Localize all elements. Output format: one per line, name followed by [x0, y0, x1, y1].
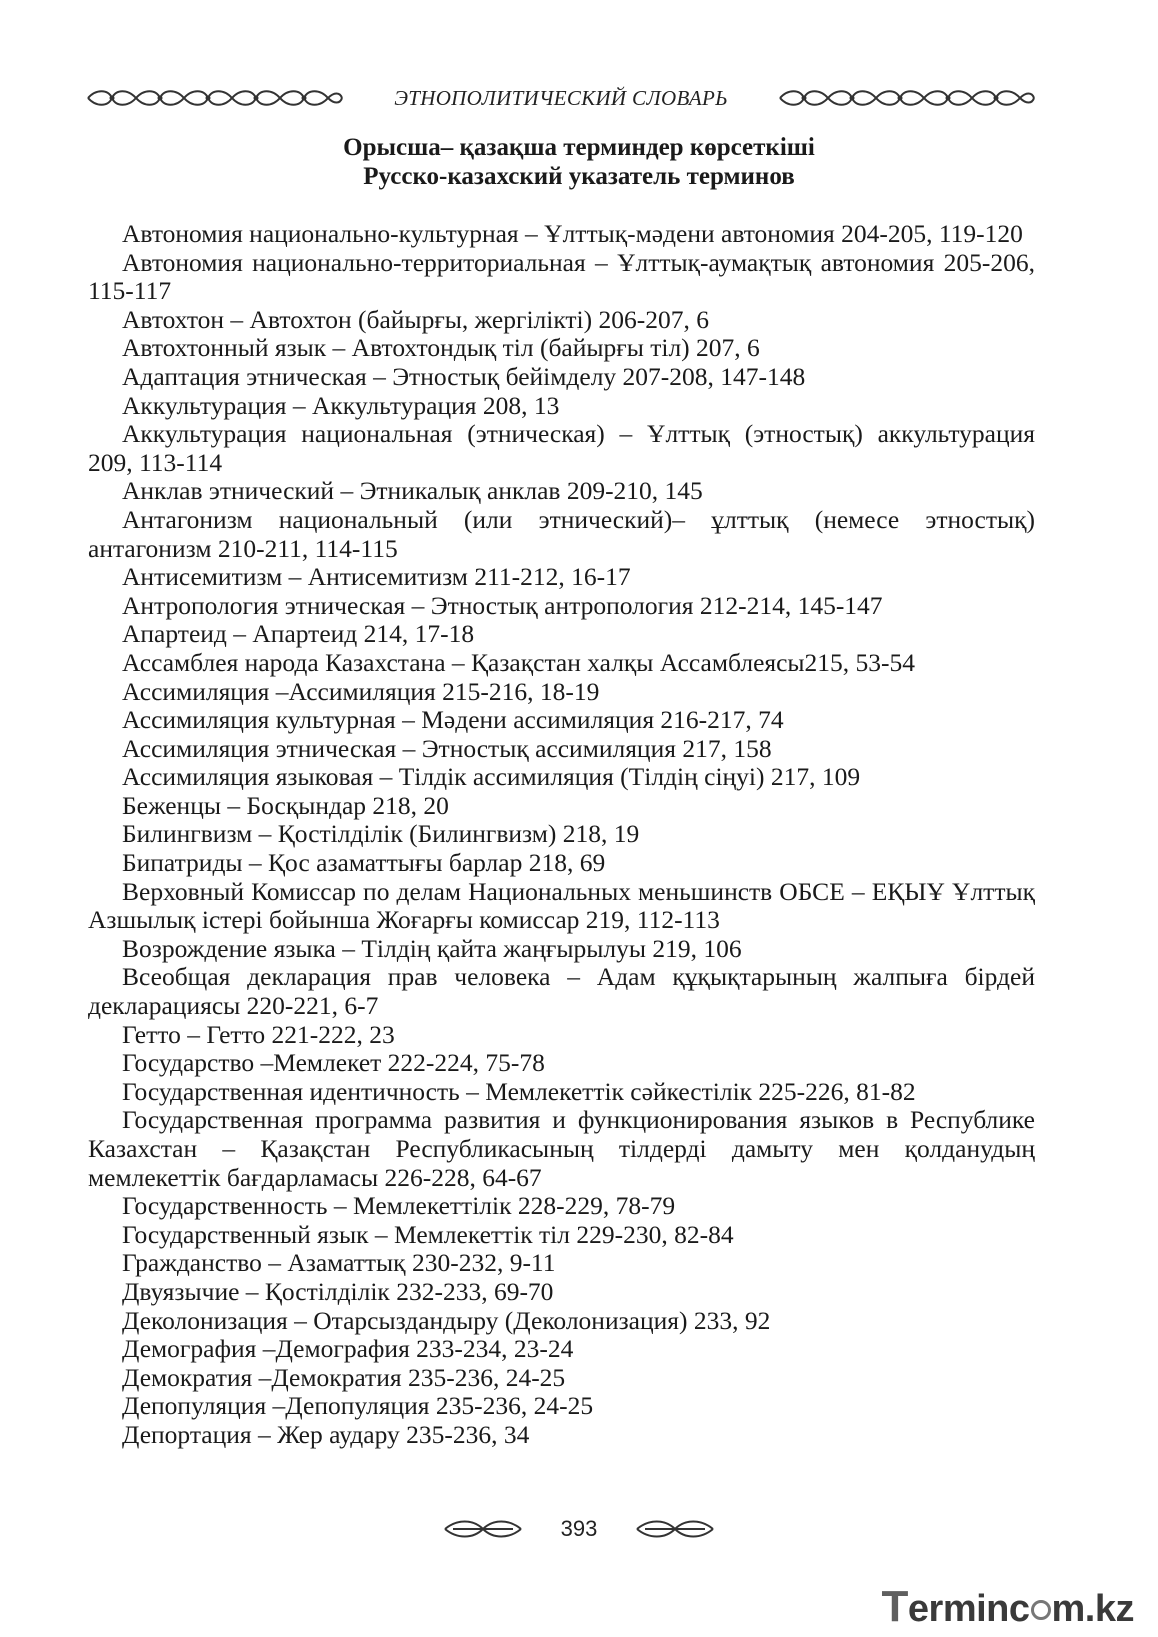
index-entry: Беженцы – Босқындар 218, 20: [122, 790, 449, 820]
watermark-logo: [882, 1582, 1135, 1632]
ornament-left-icon: [86, 87, 344, 109]
title-kazakh: Орысша– қазақша терминдер көрсеткіші: [343, 134, 815, 161]
page-footer: [0, 1516, 1158, 1542]
magnifier-icon: [1031, 1600, 1051, 1620]
title-russian: Русско-казахский указатель терминов: [363, 163, 795, 190]
header-title: ЭТНОПОЛИТИЧЕСКИЙ СЛОВАРЬ: [394, 85, 728, 110]
index-entry: Всеобщая декларация прав человека – Адам құқықтарының жалпыға бірдей декларациясы 220-221, 6-7: [88, 962, 1035, 1021]
index-entry: Бипатриды – Қос азаматтығы барлар 218, 69: [122, 848, 606, 878]
index-entry: Возрождение языка – Тілдің қайта жаңғырылуы 219, 106: [122, 933, 742, 963]
index-entry: Билингвизм – Қостілділік (Билингвизм) 218, 19: [122, 819, 640, 849]
watermark-middle: erminc: [907, 1588, 1030, 1630]
index-entry: Апартеид – Апартеид 214, 17-18: [122, 619, 475, 649]
index-entry: Депортация – Жер аудару 235-236, 34: [122, 1419, 530, 1449]
index-entry: Депопуляция –Депопуляция 235-236, 24-25: [122, 1391, 594, 1421]
flourish-left-icon: [443, 1517, 523, 1541]
index-entry: Анклав этнический – Этникалық анклав 209-210, 145: [122, 476, 703, 506]
index-entry: Государственность – Мемлекеттілік 228-229, 78-79: [122, 1191, 676, 1221]
index-entry: Аккультурация национальная (этническая) – Ұлттық (этностық) аккультурация 209, 113-114: [88, 419, 1035, 477]
index-entry: Верховный Комиссар по делам Национальных меньшинств ОБСЕ – ЕҚЫҰ Ұлттық Азшылық істері бойынша Жоғарғы комиссар 219, 112-113: [88, 876, 1035, 935]
index-entry: Гражданство – Азаматтық 230-232, 9-11: [122, 1248, 556, 1278]
index-entry: Антропология этническая – Этностық антропология 212-214, 145-147: [122, 590, 883, 620]
running-header: [86, 84, 1036, 112]
index-entry: Автохтонный язык – Автохтондық тіл (байырғы тіл) 207, 6: [122, 333, 760, 363]
index-entry: Антагонизм национальный (или этнический)– ұлттық (немесе этностық) антагонизм 210-211, 114-115: [88, 504, 1035, 563]
index-entry: Антисемитизм – Антисемитизм 211-212, 16-17: [122, 562, 631, 592]
section-titles: [0, 133, 1158, 191]
index-entry: Ассимиляция этническая – Этностық ассимиляция 217, 158: [122, 733, 772, 763]
index-entry: Государственная программа развития и функционирования языков в Республике Казахстан – Қазақстан Республикасының тілдерді дамыту мен қолданудың мемлекеттік бағдарламасы 226-228, 64-67: [88, 1105, 1035, 1192]
index-entry: Государственный язык – Мемлекеттік тіл 229-230, 82-84: [122, 1219, 734, 1249]
index-entry: Гетто – Гетто 221-222, 23: [122, 1019, 395, 1049]
index-entry: Двуязычие – Қостілділік 232-233, 69-70: [122, 1276, 554, 1306]
page-number: 393: [560, 1516, 598, 1541]
index-entry: Ассимиляция культурная – Мәдени ассимиляция 216-217, 74: [122, 705, 784, 735]
watermark-suffix: m.kz: [1051, 1588, 1134, 1630]
index-entry: Адаптация этническая – Этностық бейімделу 207-208, 147-148: [122, 361, 806, 391]
index-entry: Автономия национально-культурная – Ұлттық-мәдени автономия 204-205, 119-120: [122, 219, 1023, 248]
index-entry: Ассимиляция –Ассимиляция 215-216, 18-19: [122, 676, 600, 706]
flourish-right-icon: [635, 1517, 715, 1541]
index-entry: Государство –Мемлекет 222-224, 75-78: [122, 1048, 545, 1078]
index-entry: Государственная идентичность – Мемлекеттік сәйкестілік 225-226, 81-82: [122, 1076, 916, 1106]
ornament-right-icon: [778, 87, 1036, 109]
index-entry: Аккультурация – Аккультурация 208, 13: [122, 390, 560, 420]
index-entry: Автономия национально-территориальная – Ұлттық-аумақтық автономия 205-206, 115-117: [88, 247, 1035, 306]
index-entry: Ассамблея народа Казахстана – Қазақстан халқы Ассамблеясы215, 53-54: [122, 647, 916, 677]
index-entry: Деколонизация – Отарсыздандыру (Деколонизация) 233, 92: [122, 1305, 771, 1335]
index-entry: Демократия –Демократия 235-236, 24-25: [122, 1362, 566, 1392]
term-index-list: [88, 220, 1035, 1450]
index-entry: Ассимиляция языковая – Тілдік ассимиляция (Тілдің сіңуі) 217, 109: [122, 762, 861, 792]
index-entry: Автохтон – Автохтон (байырғы, жергілікті) 206-207, 6: [122, 304, 709, 334]
watermark-prefix: T: [881, 1582, 908, 1631]
index-entry: Демография –Демография 233-234, 23-24: [122, 1334, 574, 1364]
